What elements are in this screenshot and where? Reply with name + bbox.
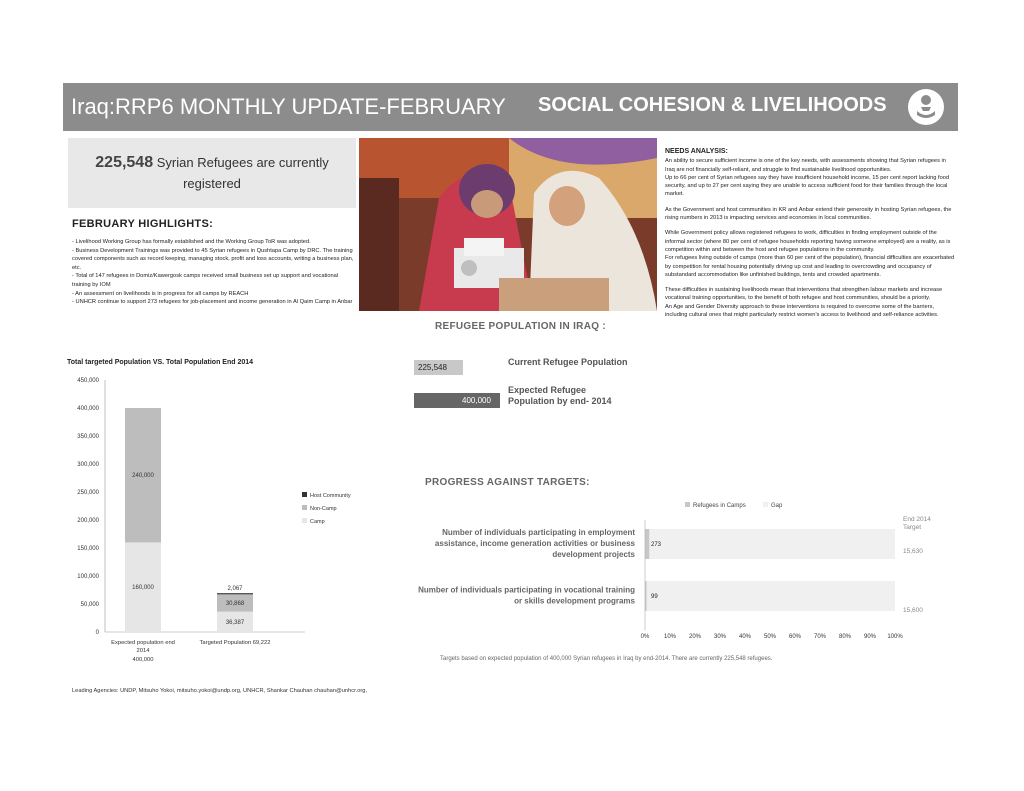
y-tick-label: 50,000 [80,602,99,608]
progress-title: PROGRESS AGAINST TARGETS: [425,477,590,488]
y-tick-label: 350,000 [77,434,99,440]
bar-segment [217,593,253,594]
data-label: 36,387 [225,619,245,626]
legend-label: Non-Camp [310,506,337,512]
bar-segment [649,529,895,559]
legend-label: Camp [310,519,325,525]
y-tick-label: 450,000 [77,378,99,384]
data-label: 273 [651,542,662,548]
expected-population-value: 400,000 [462,396,491,405]
category-label: development projects [552,550,635,559]
x-tick-label: 60% [788,634,802,640]
target-header: Target [903,524,922,531]
category-label: Number of individuals participating in employment [442,528,635,537]
registered-number: 225,548 [95,154,154,171]
x-tick-label: 70% [813,634,827,640]
highlights-list [72,238,357,307]
bar-segment [645,529,649,559]
needs-paragraph: While Government policy allows registered refugees to work, difficulties in finding employment outside of the informal sector (where 80 per cent of refugee households reporting having someone employed) are a reality, as is competition within and between the host and refugee populations in the community. For refugees living outside of camps (more than 60 per cent of the population), financial difficulties are exacerbated by competition for rental housing potentially driving up cost and leading to overcrowding and occupancy of substandard accommodation like unfinished buildings, tents and crowded apartments. [665,230,955,278]
y-tick-label: 300,000 [77,462,99,468]
target-value: 15,630 [903,548,923,555]
legend-swatch [302,492,307,497]
livelihoods-sector-icon [908,89,944,125]
target-value: 15,600 [903,607,923,614]
x-tick-label: 100% [887,634,903,640]
target-header: End 2014 [903,516,931,523]
targets-footnote: Targets based on expected population of 400,000 Syrian refugees in Iraq by end-2014. There are currently 225,548 refugees. [440,656,773,662]
legend-swatch [302,518,307,523]
needs-title: NEEDS ANALYSIS: [665,148,728,155]
population-stacked-chart [60,350,360,670]
x-tick-label: Expected population end [111,640,175,646]
x-tick-label: 2014 [136,648,150,654]
report-title: Iraq:RRP6 MONTHLY UPDATE-FEBRUARY [71,94,506,119]
x-tick-label: 80% [838,634,852,640]
header-banner [63,83,958,131]
category-label: assistance, income generation activities or business [434,539,635,548]
leading-agencies: Leading Agencies: UNDP, Mitsuho Yokoi, mitsuho.yokoi@undp.org, UNHCR, Shankar Chauhan chauhan@unhcr.org, [72,688,368,694]
legend-swatch [685,502,690,507]
population-title: REFUGEE POPULATION IN IRAQ : [435,321,606,332]
legend-swatch [763,502,768,507]
bar-segment [647,581,895,611]
legend-label: Gap [771,503,783,509]
category-label: Number of individuals participating in vocational training [418,585,635,595]
x-tick-label: 30% [713,634,727,640]
needs-analysis [665,148,955,326]
legend-swatch [302,505,307,510]
progress-bar-chart [395,495,975,650]
x-tick-label: Targeted Population 69,222 [199,640,271,646]
expected-population-label: Expected Refugee Population by end- 2014 [508,385,612,406]
highlights-title: FEBRUARY HIGHLIGHTS: [72,218,214,230]
x-tick-label: 40% [738,634,752,640]
section-title: SOCIAL COHESION & LIVELIHOODS [538,94,887,116]
x-tick-label: 10% [663,634,677,640]
data-label: 240,000 [132,473,154,480]
chart-title: Total targeted Population VS. Total Population End 2014 [67,359,254,366]
x-tick-label: 0% [640,634,650,640]
current-population-value: 225,548 [418,363,447,372]
list-item: - Business Development Trainings was provided to 45 Syrian refugees in Qushtapa Camp by DRC. The training covered components such as record keeping, managing stock, profit and loss accounts, writing a business plan, etc. [72,247,354,271]
list-item: - Livelihood Working Group has formally established and the Working Group ToR was adopted. [72,239,311,245]
x-tick-label: 50% [763,634,777,640]
data-label: 160,000 [132,585,154,592]
registered-text-b: registered [183,176,241,191]
list-item: - UNHCR continue to support 273 refugees for job-placement and income generation in Al Qaim Camp in Anbar [72,299,353,306]
legend-label: Refugees in Camps [693,503,746,509]
y-tick-label: 0 [95,630,99,636]
data-label: 30,868 [225,600,245,607]
registered-text-a: Syrian Refugees are currently [156,155,329,170]
current-population-label: Current Refugee Population [508,357,628,367]
data-label: 2,067 [227,586,243,593]
registered-refugees-box [68,138,356,208]
list-item: - An assessment on livelihoods is in progress for all camps by REACH [72,290,249,297]
legend-label: Host Community [310,493,351,499]
y-tick-label: 250,000 [77,490,99,496]
data-label: 99 [651,594,658,600]
y-tick-label: 100,000 [77,574,99,580]
needs-paragraph: An ability to secure sufficient income is one of the key needs, with assessments showing that Syrian refugees in Iraq are not financially self-reliant, and struggle to find sustainable livelihood opportunities. Up to 66 per cent of Syrian refugees say they have insufficient household income, 15 per cent report lacking food security, and up to 27 per cent saying they are unable to access sufficient food for their families through the local market. [665,158,950,198]
category-label: or skills development programs [514,596,635,606]
refugee-women-photo [359,138,657,311]
needs-paragraph: These difficulties in sustaining livelihoods mean that interventions that strengthen labour markets and increase vocational training opportunities, to the benefit of both refugee and host communities, should be a priority. An Age and Gender Diversity approach to these interventions is required to overcome some of the barriers, including cultural ones that might particularly restrict women's access to livelihood and self-reliance activities. [665,287,943,319]
y-tick-label: 400,000 [77,406,99,412]
x-tick-label: 20% [688,634,702,640]
y-tick-label: 200,000 [77,518,99,524]
y-tick-label: 150,000 [77,546,99,552]
x-tick-label: 400,000 [132,657,154,663]
list-item: - Total of 147 refugees in Domiz/Kawergosk camps received small business set up support and vocational training by IOM [72,273,339,288]
needs-paragraph: As the Government and host communities in KR and Anbar extend their generosity in hosting Syrian refugees, the rising numbers in 2013 is impacting services and economies in local communities. [665,206,952,222]
x-tick-label: 90% [863,634,877,640]
